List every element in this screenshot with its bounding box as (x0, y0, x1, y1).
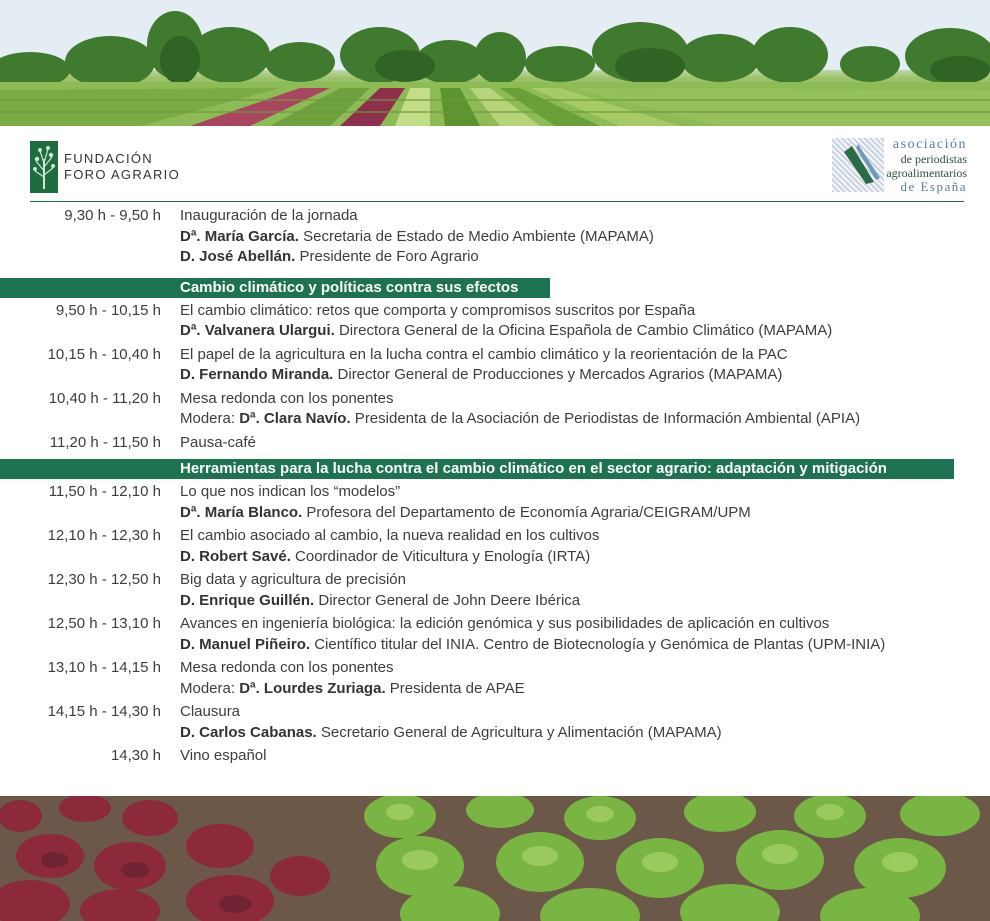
agenda-time: 12,30 h - 12,50 h (47, 571, 161, 588)
field-illustration (0, 0, 990, 126)
agenda-item-body (180, 746, 266, 767)
agenda-item (0, 206, 990, 268)
bottom-banner-lettuce-photo (0, 796, 990, 921)
agenda-item (0, 301, 990, 342)
agenda-speaker-line (180, 409, 860, 430)
speaker-role: Secretaria de Estado de Medio Ambiente (MAPAMA) (298, 227, 654, 245)
agenda-item-body (180, 206, 654, 268)
logo-right-line2: de periodistas (900, 152, 967, 166)
logo-left-line1: FUNDACIÓN (64, 151, 153, 166)
agenda-item-body (180, 570, 580, 611)
agenda-item (0, 614, 990, 655)
tree-icon (30, 141, 58, 193)
speaker-role: Presidenta de la Asociación de Periodistas de Información Ambiental (APIA) (350, 410, 861, 427)
logo-right-line3: agroalimentarios (886, 166, 967, 180)
speaker-name: D. Manuel Piñeiro. (180, 635, 311, 653)
agenda-speaker-line (180, 227, 654, 248)
speaker-role: Profesora del Departamento de Economía Agraria/CEIGRAM/UPM (302, 503, 751, 521)
section-header-2 (0, 459, 990, 479)
agenda-section1-group (0, 301, 990, 454)
agenda (0, 206, 990, 767)
agenda-time: 12,50 h - 13,10 h (47, 615, 161, 632)
speaker-role: Director General de Producciones y Mercados Agrarios (MAPAMA) (333, 366, 783, 383)
agenda-item-title (180, 702, 722, 723)
agenda-item-title (180, 345, 788, 366)
session-title: Big data y agricultura de precisión (180, 571, 406, 588)
agenda-speaker-line (180, 679, 525, 700)
speaker-role: Científico titular del INIA. Centro de Biotecnología y Genómica de Plantas (UPM-INIA) (310, 635, 886, 653)
session-title: El papel de la agricultura en la lucha contra el cambio climático y la reorientación de la PAC (180, 345, 788, 363)
agenda-time: 11,50 h - 12,10 h (48, 483, 161, 500)
agenda-item (0, 482, 990, 523)
agenda-item (0, 702, 990, 743)
speaker-name: D. Robert Savé. (180, 547, 291, 565)
header-divider (30, 201, 964, 202)
session-title: Vino español (180, 747, 267, 764)
agenda-time: 10,40 h - 11,20 h (48, 389, 161, 407)
agenda-speaker-line (180, 723, 722, 744)
speaker-role: Secretario General de Agricultura y Alimentación (MAPAMA) (316, 723, 722, 741)
agenda-item-title (180, 658, 525, 679)
section-title-2: Herramientas para la lucha contra el cambio climático en el sector agrario: adaptación y mitigación (180, 460, 887, 477)
section-title-1: Cambio climático y políticas contra sus efectos (180, 278, 519, 296)
logo-left-line2: FORO AGRARIO (64, 167, 181, 182)
speaker-name: Dª. Clara Navío. (239, 410, 351, 427)
agenda-item-body (180, 658, 525, 699)
session-title: Mesa redonda con los ponentes (180, 389, 394, 407)
lettuce-illustration (0, 796, 990, 921)
agenda-speaker-line (180, 503, 751, 524)
agenda-item-title (180, 526, 599, 547)
session-title: Lo que nos indican los “modelos” (180, 483, 401, 500)
agenda-item-body (180, 301, 832, 342)
agenda-item-body (180, 433, 256, 454)
agenda-item-title (180, 614, 885, 635)
agenda-time: 14,30 h (110, 747, 161, 764)
speaker-name: D. Fernando Miranda. (180, 366, 334, 383)
agenda-item (0, 746, 990, 767)
agenda-item (0, 658, 990, 699)
speaker-role: Presidenta de APAE (385, 679, 525, 697)
agenda-item-title (180, 389, 860, 410)
agenda-item-title (180, 301, 832, 322)
speaker-role: Presidente de Foro Agrario (295, 248, 479, 265)
speaker-role: Directora General de la Oficina Española de Cambio Climático (MAPAMA) (334, 322, 833, 339)
agenda-item-title (180, 206, 654, 227)
agenda-speaker-line (180, 365, 788, 386)
moderator-prefix: Modera: (180, 410, 240, 427)
agenda-time: 9,50 h - 10,15 h (55, 301, 161, 319)
asociacion-periodistas-logo (832, 138, 967, 196)
agenda-item (0, 526, 990, 567)
agenda-item-body (180, 702, 722, 743)
agenda-speaker-line (180, 247, 654, 268)
quill-emblem-icon (832, 138, 884, 192)
agenda-opening-group (0, 206, 990, 268)
moderator-prefix: Modera: (180, 679, 240, 697)
agenda-speaker-line (180, 635, 885, 656)
agenda-item-title (180, 570, 580, 591)
session-title: El cambio asociado al cambio, la nueva realidad en los cultivos (180, 527, 600, 544)
agenda-item-title (180, 482, 751, 503)
fundacion-foro-agrario-logo (30, 141, 180, 193)
agenda-item-title (180, 746, 266, 767)
agenda-speaker-line (180, 321, 832, 342)
speaker-name: Dª. Valvanera Ulargui. (180, 322, 335, 339)
speaker-name: D. Enrique Guillén. (180, 591, 315, 609)
agenda-item-body (180, 345, 788, 386)
speaker-name: D. José Abellán. (180, 248, 296, 265)
session-title: Inauguración de la jornada (180, 207, 358, 224)
agenda-item-body (180, 389, 860, 430)
agenda-time: 12,10 h - 12,30 h (47, 527, 161, 544)
logo-right-line4: de España (900, 179, 967, 194)
agenda-item-body (180, 614, 885, 655)
speaker-role: Director General de John Deere Ibérica (314, 591, 581, 609)
top-banner-field-photo (0, 0, 990, 126)
agenda-time: 13,10 h - 14,15 h (47, 659, 161, 676)
agenda-item (0, 570, 990, 611)
agenda-item (0, 389, 990, 430)
agenda-speaker-line (180, 547, 599, 568)
speaker-name: Dª. María García. (180, 227, 299, 245)
agenda-speaker-line (180, 591, 580, 612)
section-header-1 (0, 278, 990, 298)
agenda-item (0, 433, 990, 454)
agenda-time: 11,20 h - 11,50 h (49, 433, 161, 451)
agenda-item (0, 345, 990, 386)
session-title: Avances en ingeniería biológica: la edición genómica y sus posibilidades de aplicación en cultivos (180, 615, 830, 632)
agenda-time: 14,15 h - 14,30 h (47, 703, 161, 720)
agenda-item-body (180, 482, 751, 523)
agenda-time: 10,15 h - 10,40 h (47, 345, 161, 363)
agenda-item-title (180, 433, 256, 454)
agenda-item-body (180, 526, 599, 567)
agenda-time: 9,30 h - 9,50 h (64, 207, 161, 224)
speaker-name: Dª. María Blanco. (180, 503, 303, 521)
speaker-role: Coordinador de Viticultura y Enología (IRTA) (290, 547, 591, 565)
session-title: Clausura (180, 703, 241, 720)
speaker-name: Dª. Lourdes Zuriaga. (239, 679, 386, 697)
speaker-name: D. Carlos Cabanas. (180, 723, 317, 741)
session-title: Pausa-café (180, 433, 256, 451)
logo-right-line1: asociación (892, 137, 967, 152)
agenda-section2-group (0, 482, 990, 767)
session-title: El cambio climático: retos que comporta y compromisos suscritos por España (180, 301, 696, 319)
session-title: Mesa redonda con los ponentes (180, 659, 394, 676)
